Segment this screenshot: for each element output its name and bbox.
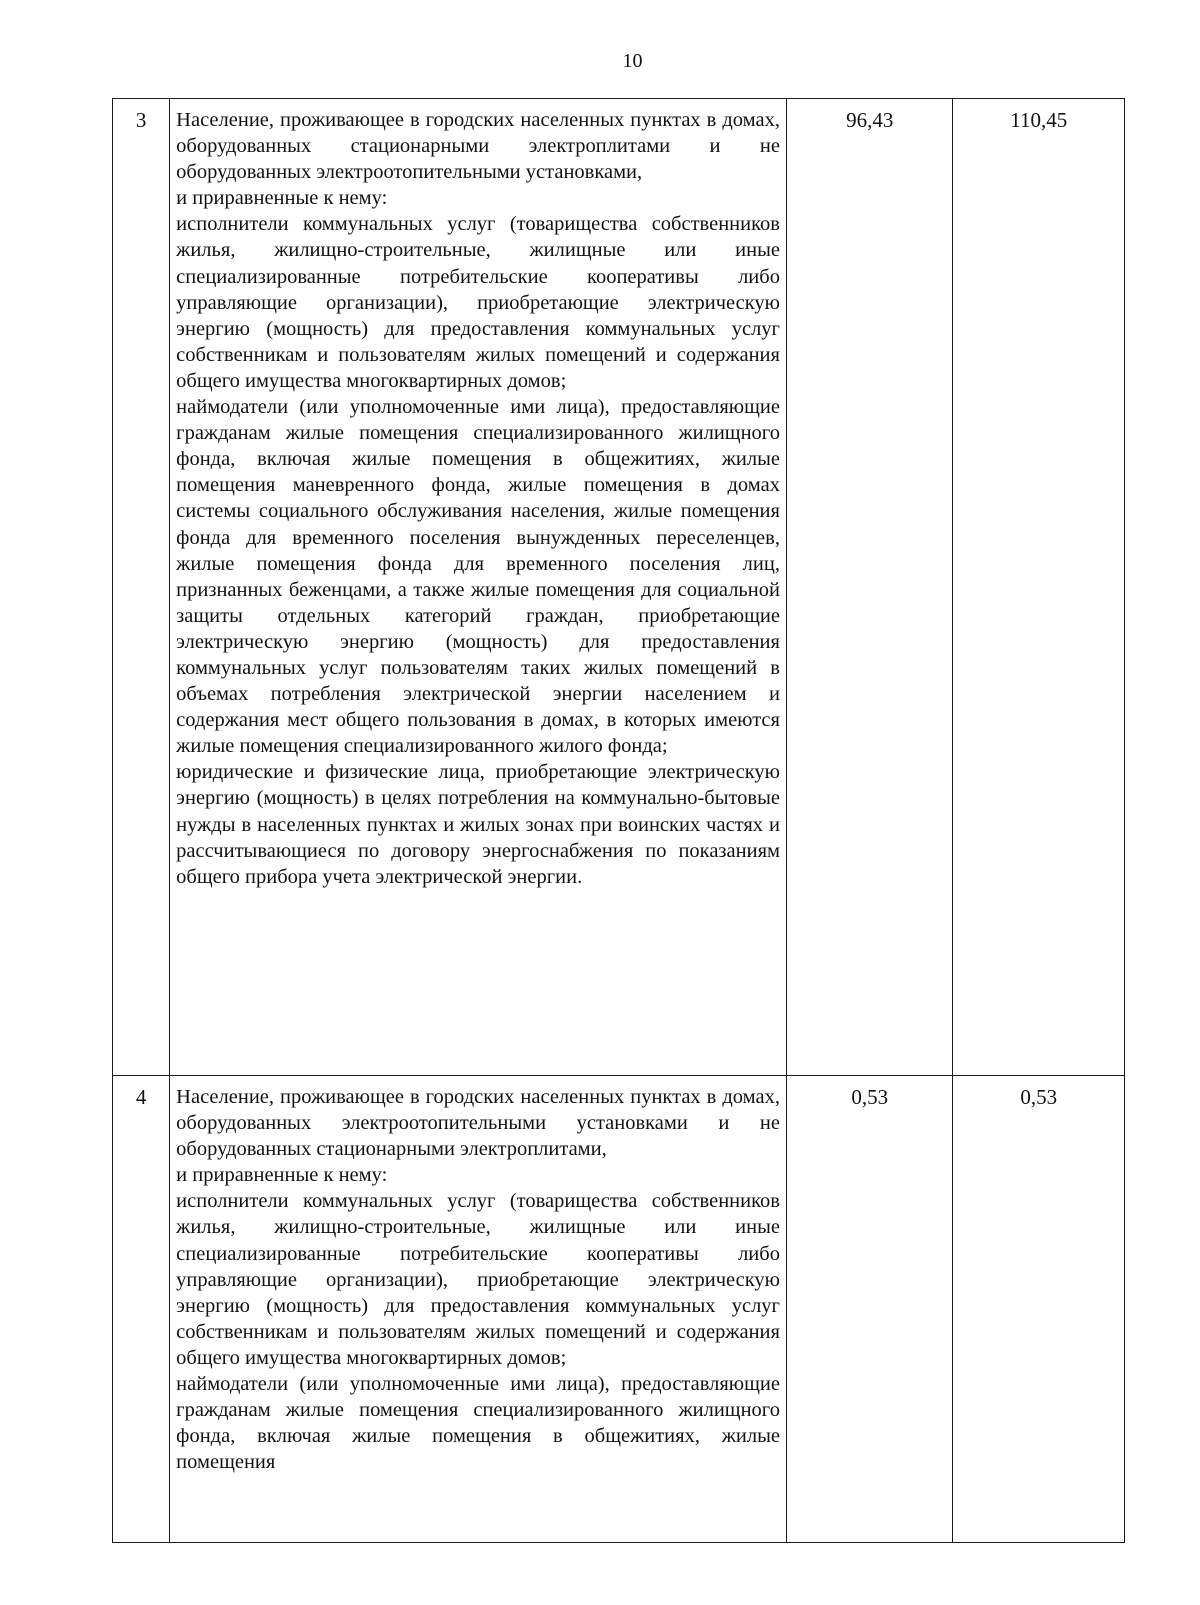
row-number-cell: 3 xyxy=(113,99,170,1076)
page-number: 10 xyxy=(622,50,643,72)
description-paragraph: и приравненные к нему: xyxy=(176,187,388,210)
table-row xyxy=(113,99,1125,1076)
tariff-value-1-cell: 0,53 xyxy=(786,1076,952,1543)
description-paragraph: Население, проживающее в городских населенных пунктах в домах, оборудованных электроотопительными установками и не оборудованных стационарными электроплитами, xyxy=(176,1086,780,1161)
tariff-value-1-cell: 96,43 xyxy=(786,99,952,1076)
description-cell xyxy=(170,1076,787,1543)
description-cell xyxy=(170,99,787,1076)
table-row xyxy=(113,1076,1125,1543)
row-number-cell: 4 xyxy=(113,1076,170,1543)
description-paragraph: наймодатели (или уполномоченные ими лица), предоставляющие гражданам жилые помещения специализированного жилищного фонда, включая жилые помещения в общежитиях, жилые помещения xyxy=(176,1373,780,1474)
description-paragraph: исполнители коммунальных услуг (товарищества собственников жилья, жилищно-строительные, жилищные или иные специализированные потребительские кооперативы либо управляющие организации), приобретающие электрическую энергию (мощность) для предоставления коммунальных услуг собственникам и пользователям жилых помещений и содержания общего имущества многоквартирных домов; xyxy=(176,1190,780,1369)
description-paragraph: наймодатели (или уполномоченные ими лица), предоставляющие гражданам жилые помещения специализированного жилищного фонда, включая жилые помещения в общежитиях, жилые помещения маневренного фонда, жилые помещения в домах системы социального обслуживания населения, жилые помещения фонда для временного поселения вынужденных переселенцев, жилые помещения фонда для временного поселения лиц, признанных беженцами, а также жилые помещения для социальной защиты отдельных категорий граждан, приобретающие электрическую энергию (мощность) для предоставления коммунальных услуг пользователям таких жилых помещений в объемах потребления электрической энергии населением и содержания мест общего пользования в домах, в которых имеются жилые помещения специализированного жилого фонда; xyxy=(176,396,780,758)
tariff-value-2-cell: 0,53 xyxy=(953,1076,1125,1543)
description-paragraph: Население, проживающее в городских населенных пунктах в домах, оборудованных стационарными электроплитами и не оборудованных электроотопительными установками, xyxy=(176,109,780,184)
tariff-value-2-cell: 110,45 xyxy=(953,99,1125,1076)
description-paragraph: юридические и физические лица, приобретающие электрическую энергию (мощность) в целях потребления на коммунально-бытовые нужды в населенных пунктах и жилых зонах при воинских частях и рассчитывающиеся по договору энергоснабжения по показаниям общего прибора учета электрической энергии. xyxy=(176,761,780,888)
description-paragraph: исполнители коммунальных услуг (товарищества собственников жилья, жилищно-строительные, жилищные или иные специализированные потребительские кооперативы либо управляющие организации), приобретающие электрическую энергию (мощность) для предоставления коммунальных услуг собственникам и пользователям жилых помещений и содержания общего имущества многоквартирных домов; xyxy=(176,213,780,392)
tariff-table xyxy=(112,98,1125,1543)
description-paragraph: и приравненные к нему: xyxy=(176,1164,388,1187)
